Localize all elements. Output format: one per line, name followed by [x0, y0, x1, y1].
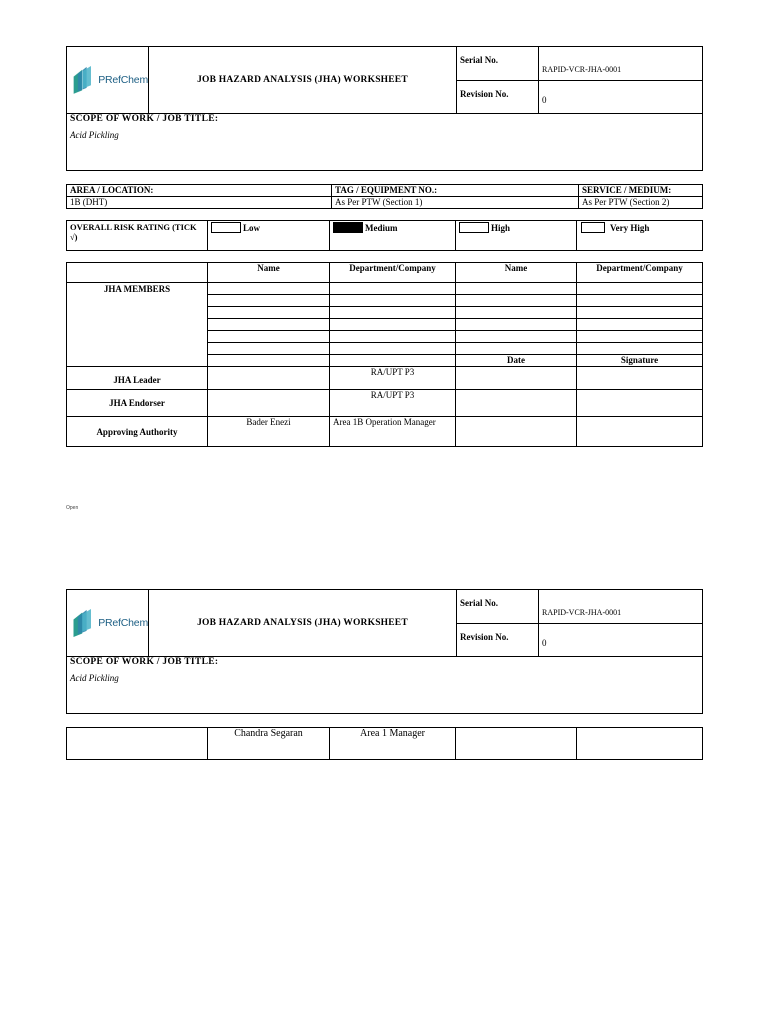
member-cell[interactable] — [456, 331, 577, 343]
logo-text: PRefChem — [98, 617, 148, 629]
member-cell[interactable] — [456, 295, 577, 307]
member-cell[interactable] — [456, 319, 577, 331]
leader-department: RA/UPT P3 — [330, 367, 456, 390]
approver-department: Area 1B Operation Manager — [330, 417, 456, 447]
col-header-department-2: Department/Company — [577, 263, 703, 283]
risk-option-high[interactable] — [456, 221, 577, 251]
approving-authority-label: Approving Authority — [67, 417, 208, 447]
prefchem-logo-icon — [70, 62, 96, 98]
risk-option-label: Very High — [610, 222, 650, 233]
endorser-name-cell[interactable] — [208, 390, 330, 417]
member-cell[interactable] — [208, 319, 330, 331]
checkbox-high-icon[interactable] — [459, 222, 489, 233]
member-cell[interactable] — [208, 355, 330, 367]
company-logo — [67, 62, 148, 98]
continuation-label-cell — [67, 728, 208, 760]
member-cell[interactable] — [456, 283, 577, 295]
prefchem-logo-icon — [70, 605, 96, 641]
col-header-name-2: Name — [456, 263, 577, 283]
scope-value: Acid Pickling — [70, 130, 119, 140]
continuation-department: Area 1 Manager — [330, 728, 456, 760]
member-cell[interactable] — [577, 295, 703, 307]
endorser-department: RA/UPT P3 — [330, 390, 456, 417]
header-table-1 — [66, 46, 703, 171]
checkbox-low-icon[interactable] — [211, 222, 241, 233]
revision-label: Revision No. — [457, 81, 539, 114]
worksheet-title: JOB HAZARD ANALYSIS (JHA) WORKSHEET — [149, 47, 457, 114]
continuation-date-cell[interactable] — [456, 728, 577, 760]
col-header-date: Date — [456, 355, 577, 367]
worksheet-title: JOB HAZARD ANALYSIS (JHA) WORKSHEET — [149, 590, 457, 657]
approver-signature-cell[interactable] — [577, 417, 703, 447]
member-cell[interactable] — [577, 331, 703, 343]
risk-option-very-high[interactable] — [577, 221, 703, 251]
endorser-signature-cell[interactable] — [577, 390, 703, 417]
scope-label: SCOPE OF WORK / JOB TITLE: — [70, 114, 219, 124]
member-cell[interactable] — [577, 283, 703, 295]
member-cell[interactable] — [330, 283, 456, 295]
member-cell[interactable] — [330, 355, 456, 367]
logo-text: PRefChem — [98, 74, 148, 86]
col-header-department: Department/Company — [330, 263, 456, 283]
member-cell[interactable] — [208, 295, 330, 307]
risk-option-label: High — [491, 222, 511, 233]
serial-value: RAPID-VCR-JHA-0001 — [539, 590, 703, 624]
scope-label: SCOPE OF WORK / JOB TITLE: — [70, 657, 219, 667]
risk-table — [66, 220, 703, 251]
member-cell[interactable] — [208, 307, 330, 319]
logo-cell — [67, 47, 149, 114]
approver-date-cell[interactable] — [456, 417, 577, 447]
risk-option-medium[interactable] — [330, 221, 456, 251]
member-cell[interactable] — [330, 307, 456, 319]
member-cell[interactable] — [208, 283, 330, 295]
revision-value: 0 — [539, 81, 703, 114]
revision-value: 0 — [539, 624, 703, 657]
endorser-date-cell[interactable] — [456, 390, 577, 417]
member-cell[interactable] — [456, 307, 577, 319]
service-value: As Per PTW (Section 2) — [579, 197, 703, 209]
members-table — [66, 262, 703, 447]
service-label: SERVICE / MEDIUM: — [579, 185, 703, 197]
risk-option-label: Medium — [365, 222, 398, 233]
area-label: AREA / LOCATION: — [67, 185, 332, 197]
col-header-signature: Signature — [577, 355, 703, 367]
tag-label: TAG / EQUIPMENT NO.: — [332, 185, 579, 197]
checkbox-very-high-icon[interactable] — [581, 222, 605, 233]
logo-cell — [67, 590, 149, 657]
member-cell[interactable] — [456, 343, 577, 355]
member-cell[interactable] — [330, 319, 456, 331]
member-cell[interactable] — [330, 295, 456, 307]
approver-name: Bader Enezi — [208, 417, 330, 447]
area-value: 1B (DHT) — [67, 197, 332, 209]
serial-label: Serial No. — [457, 590, 539, 624]
serial-value: RAPID-VCR-JHA-0001 — [539, 47, 703, 81]
member-cell[interactable] — [208, 343, 330, 355]
tag-value: As Per PTW (Section 1) — [332, 197, 579, 209]
location-table — [66, 184, 703, 209]
leader-signature-cell[interactable] — [577, 367, 703, 390]
checkbox-medium-checked-icon[interactable] — [333, 222, 363, 233]
leader-name-cell[interactable] — [208, 367, 330, 390]
risk-option-low[interactable] — [208, 221, 330, 251]
risk-label: OVERALL RISK RATING (TICK √) — [67, 221, 208, 251]
serial-label: Serial No. — [457, 47, 539, 81]
continuation-signature-cell[interactable] — [577, 728, 703, 760]
col-header-name: Name — [208, 263, 330, 283]
leader-date-cell[interactable] — [456, 367, 577, 390]
member-cell[interactable] — [577, 343, 703, 355]
company-logo — [67, 605, 148, 641]
jha-endorser-label: JHA Endorser — [67, 390, 208, 417]
jha-leader-label: JHA Leader — [67, 367, 208, 390]
members-header-blank — [67, 263, 208, 283]
page-marker: Open — [66, 505, 79, 511]
scope-cell — [67, 114, 703, 171]
risk-option-label: Low — [243, 222, 261, 233]
scope-cell — [67, 657, 703, 714]
member-cell[interactable] — [577, 307, 703, 319]
member-cell[interactable] — [208, 331, 330, 343]
scope-value: Acid Pickling — [70, 673, 119, 683]
continuation-table — [66, 727, 703, 760]
member-cell[interactable] — [330, 331, 456, 343]
header-table-2 — [66, 589, 703, 714]
continuation-name: Chandra Segaran — [208, 728, 330, 760]
jha-members-label: JHA MEMBERS — [67, 283, 208, 367]
revision-label: Revision No. — [457, 624, 539, 657]
member-cell[interactable] — [330, 343, 456, 355]
member-cell[interactable] — [577, 319, 703, 331]
